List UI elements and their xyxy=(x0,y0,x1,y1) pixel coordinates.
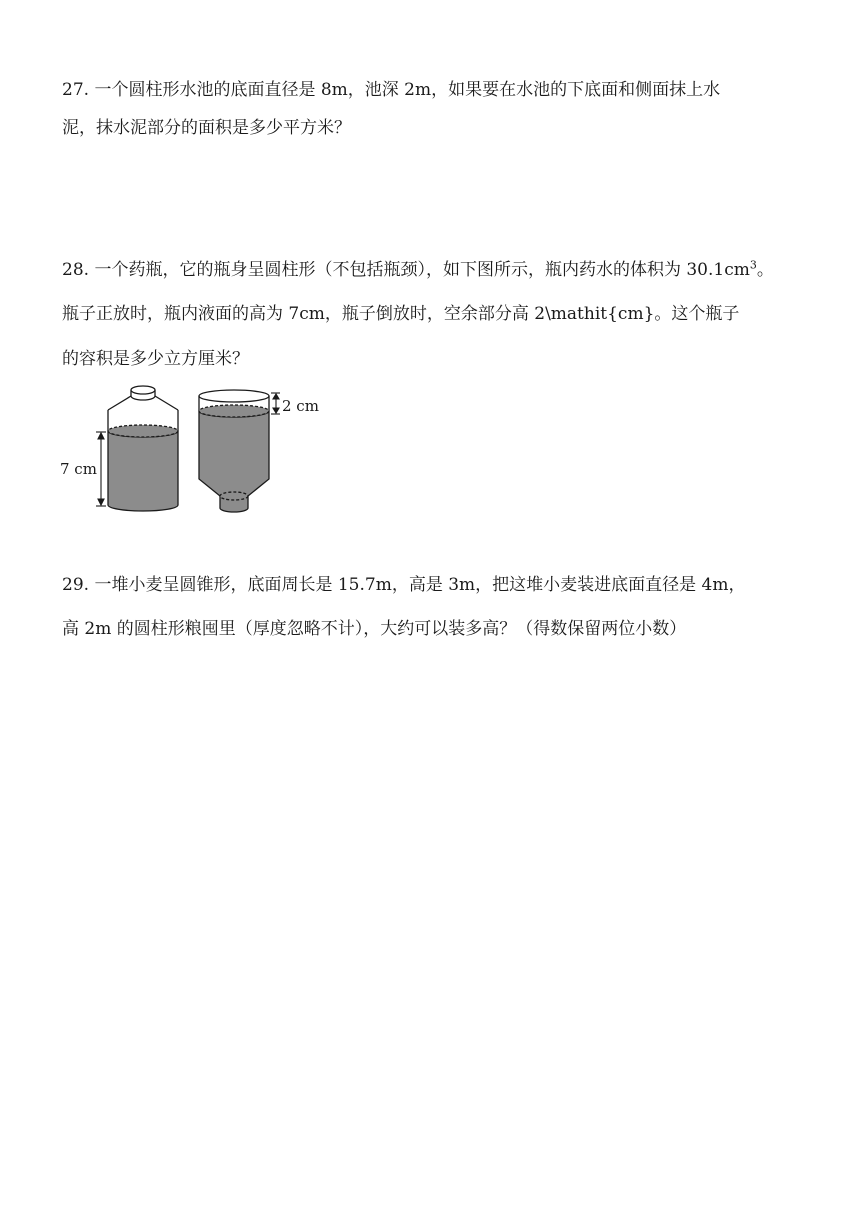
question-29-line-1: 29. 一堆小麦呈圆锥形，底面周长是 15.7m，高是 3m，把这堆小麦装进底面直径是 4m， xyxy=(62,575,746,595)
dimension-7cm xyxy=(96,432,106,506)
question-28-line-2: 瓶子正放时，瓶内液面的高为 7cm，瓶子倒放时，空余部分高 2\mathit{cm}。这个瓶子 xyxy=(62,304,740,324)
inverted-liquid-surface xyxy=(199,405,269,417)
question-28-line-1-end: 。 xyxy=(756,260,774,280)
question-27-line-1: 27. 一个圆柱形水池的底面直径是 8m，池深 2m，如果要在水池的下底面和侧面抹上水 xyxy=(62,80,721,100)
label-7cm: 7 cm xyxy=(60,460,97,478)
question-29-line-2: 高 2m 的圆柱形粮囤里（厚度忽略不计），大约可以装多高？（得数保留两位小数） xyxy=(62,619,687,639)
cubic-superscript: 3 xyxy=(749,258,757,272)
upright-liquid-surface xyxy=(108,425,178,437)
upright-liquid xyxy=(108,431,178,511)
bottle-diagram xyxy=(58,384,328,516)
question-27-line-2: 泥，抹水泥部分的面积是多少平方米？ xyxy=(62,118,351,138)
question-28-line-1-text: 28. 一个药瓶，它的瓶身呈圆柱形（不包括瓶颈），如下图所示，瓶内药水的体积为 30.1cm xyxy=(62,260,750,280)
dimension-2cm xyxy=(271,393,280,414)
inverted-bottle xyxy=(199,390,269,512)
label-2cm: 2 cm xyxy=(282,397,319,415)
question-28-line-1 xyxy=(62,259,774,281)
inverted-liquid xyxy=(199,411,269,496)
question-28-line-3: 的容积是多少立方厘米？ xyxy=(62,349,249,369)
inverted-top-ellipse xyxy=(199,390,269,402)
upright-bottle xyxy=(108,386,178,511)
bottle-figure xyxy=(58,384,328,516)
